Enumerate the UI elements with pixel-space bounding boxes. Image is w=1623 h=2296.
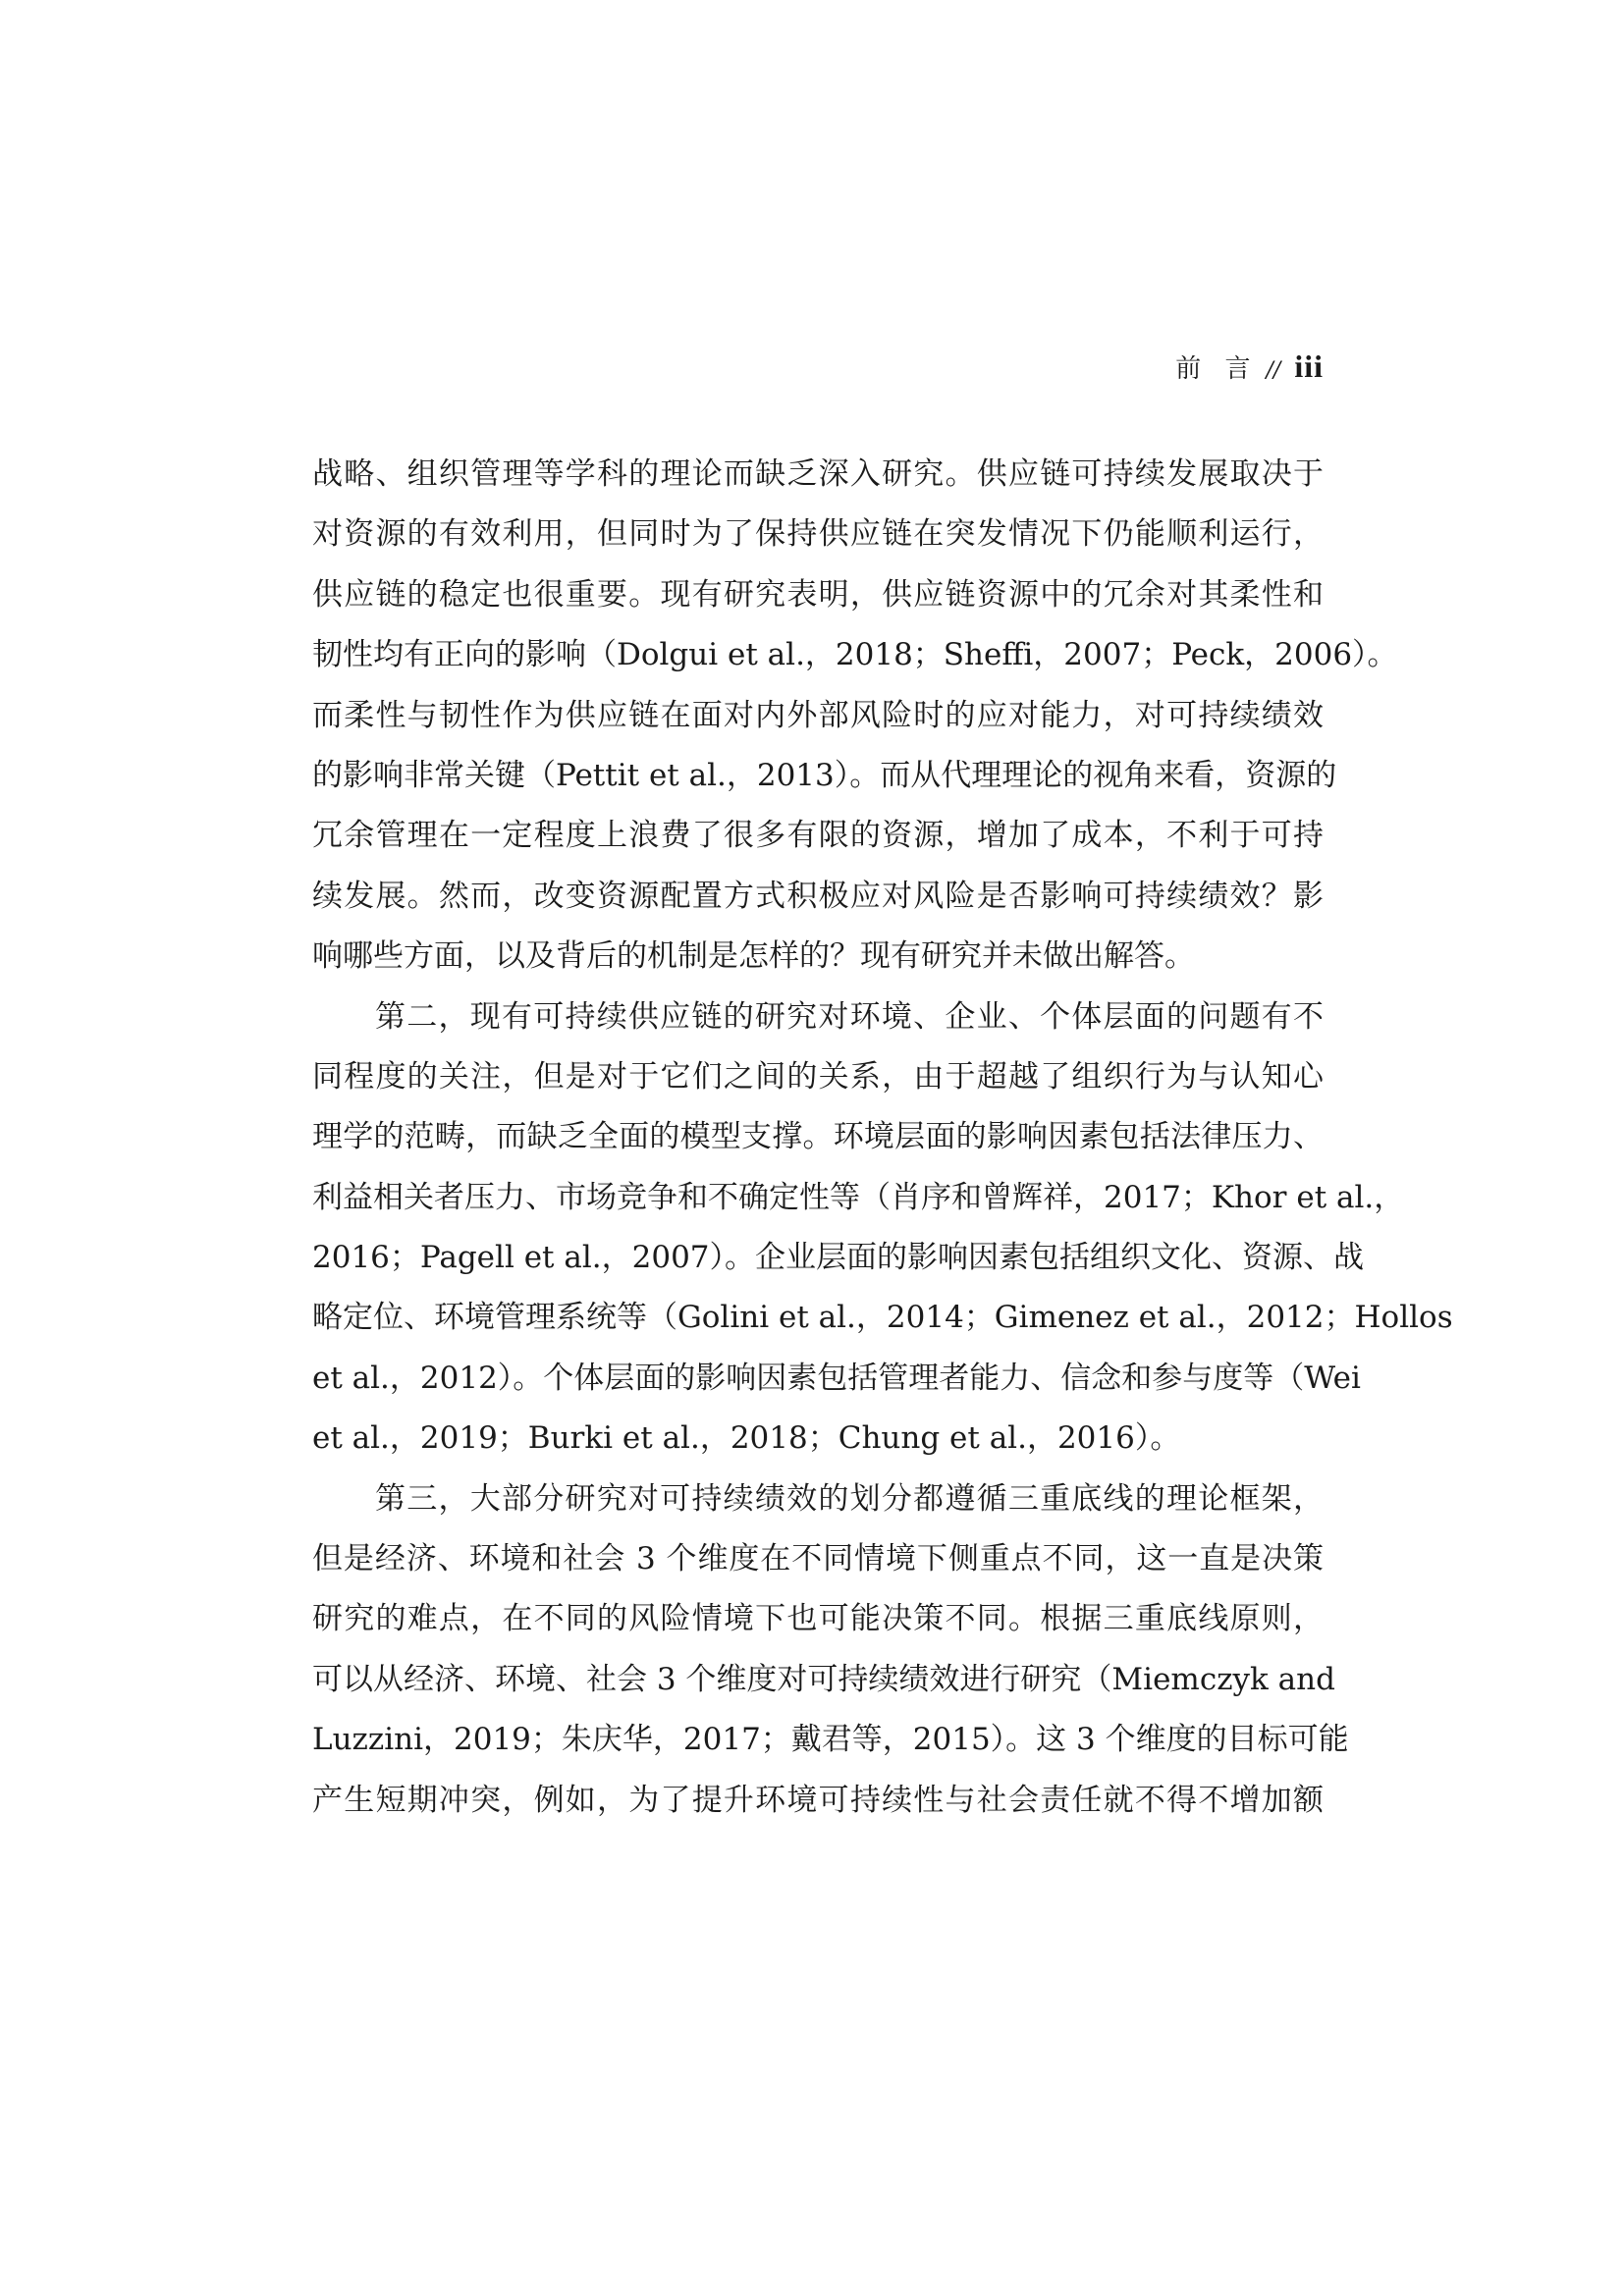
paragraph <box>312 445 1398 988</box>
text-line: 韧性均有正向的影响（Dolgui et al.，2018；Sheffi，2007；Peck，2006）。 <box>312 637 1398 673</box>
text-line: 冗余管理在一定程度上浪费了很多有限的资源，增加了成本，不利于可持 <box>312 818 1324 854</box>
header-section-title: 前 言 <box>1175 354 1259 384</box>
body-text <box>312 445 1453 1831</box>
running-header <box>1175 348 1324 385</box>
text-line: 同程度的关注，但是对于它们之间的关系，由于超越了组织行为与认知心 <box>312 1058 1324 1095</box>
text-line: 续发展。然而，改变资源配置方式积极应对风险是否影响可持续绩效？影 <box>312 878 1324 914</box>
text-line: 供应链的稳定也很重要。现有研究表明，供应链资源中的冗余对其柔性和 <box>312 576 1324 613</box>
paragraph <box>312 1469 1349 1831</box>
text-line: 对资源的有效利用，但同时为了保持供应链在突发情况下仍能顺利运行， <box>312 516 1324 553</box>
text-line: 第二，现有可持续供应链的研究对环境、企业、个体层面的问题有不 <box>375 998 1324 1035</box>
text-line: Luzzini，2019；朱庆华，2017；戴君等，2015）。这 3 个维度的目标可能 <box>312 1722 1349 1758</box>
text-line: 理学的范畴，而缺乏全面的模型支撑。环境层面的影响因素包括法律压力、 <box>312 1119 1324 1155</box>
text-line: 而柔性与韧性作为供应链在面对内外部风险时的应对能力，对可持续绩效 <box>312 697 1324 733</box>
text-line: 研究的难点，在不同的风险情境下也可能决策不同。根据三重底线原则， <box>312 1601 1324 1637</box>
text-line: 第三，大部分研究对可持续绩效的划分都遵循三重底线的理论框架， <box>375 1480 1324 1517</box>
text-line: et al.，2012）。个体层面的影响因素包括管理者能力、信念和参与度等（Wei <box>312 1360 1361 1396</box>
text-line: 略定位、环境管理系统等（Golini et al.，2014；Gimenez et al.，2012；Hollos <box>312 1300 1453 1336</box>
text-line: 的影响非常关键（Pettit et al.，2013）。而从代理理论的视角来看，资源的 <box>312 757 1337 793</box>
text-line: 产生短期冲突，例如，为了提升环境可持续性与社会责任就不得不增加额 <box>312 1782 1324 1818</box>
text-line: et al.，2019；Burki et al.，2018；Chung et al.，2016）。 <box>312 1420 1181 1457</box>
text-line: 战略、组织管理等学科的理论而缺乏深入研究。供应链可持续发展取决于 <box>312 456 1324 492</box>
text-line: 但是经济、环境和社会 3 个维度在不同情境下侧重点不同，这一直是决策 <box>312 1541 1324 1577</box>
text-line: 可以从经济、环境、社会 3 个维度对可持续绩效进行研究（Miemczyk and <box>312 1661 1335 1697</box>
text-line: 2016；Pagell et al.，2007）。企业层面的影响因素包括组织文化、资源、战 <box>312 1240 1365 1276</box>
header-separator: // <box>1266 358 1281 383</box>
page-number: iii <box>1294 348 1324 384</box>
text-line: 响哪些方面，以及背后的机制是怎样的？现有研究并未做出解答。 <box>312 938 1195 975</box>
text-line: 利益相关者压力、市场竞争和不确定性等（肖序和曾辉祥，2017；Khor et al.， <box>312 1179 1405 1215</box>
paragraph <box>312 988 1453 1469</box>
